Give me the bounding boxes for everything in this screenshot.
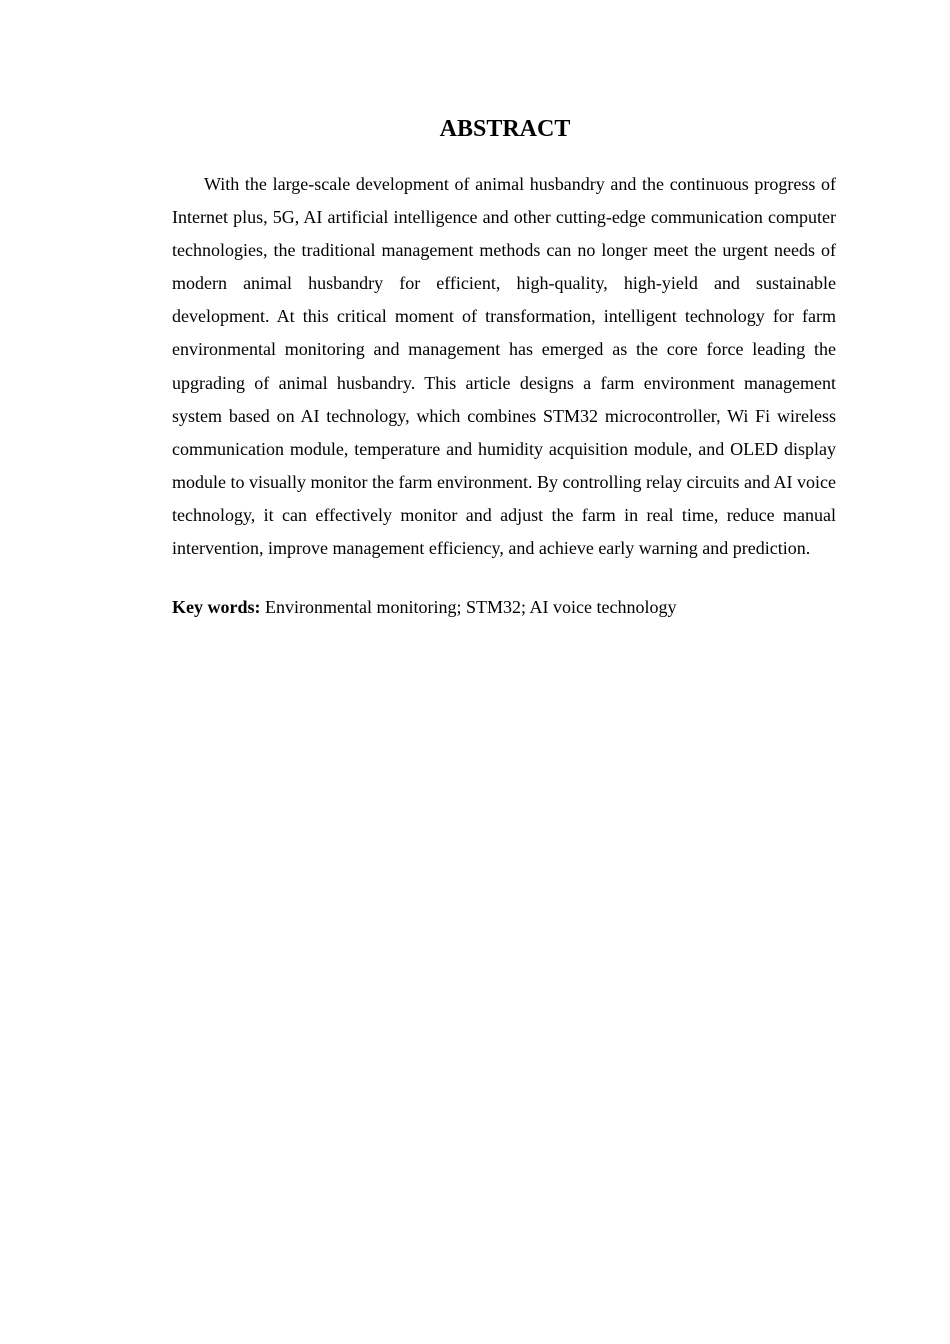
abstract-title: ABSTRACT <box>439 116 571 142</box>
keywords-text: Environmental monitoring; STM32; AI voice technology <box>265 597 677 618</box>
keywords-line <box>172 594 836 620</box>
abstract-body: With the large-scale development of animal husbandry and the continuous progress of Internet plus, 5G, AI artificial intelligence and other cutting-edge communication computer technologies, the traditional management methods can no longer meet the urgent needs of modern animal husbandry for efficient, high-quality, high-yield and sustainable development. At this critical moment of transformation, intelligent technology for farm environmental monitoring and management has emerged as the core force leading the upgrading of animal husbandry. This article designs a farm environment management system based on AI technology, which combines STM32 microcontroller, Wi Fi wireless communication module, temperature and humidity acquisition module, and OLED display module to visually monitor the farm environment. By controlling relay circuits and AI voice technology, it can effectively monitor and adjust the farm in real time, reduce manual intervention, improve management efficiency, and achieve early warning and prediction. <box>172 174 836 559</box>
abstract-section <box>172 112 836 620</box>
keywords-label: Key words: <box>172 597 261 618</box>
